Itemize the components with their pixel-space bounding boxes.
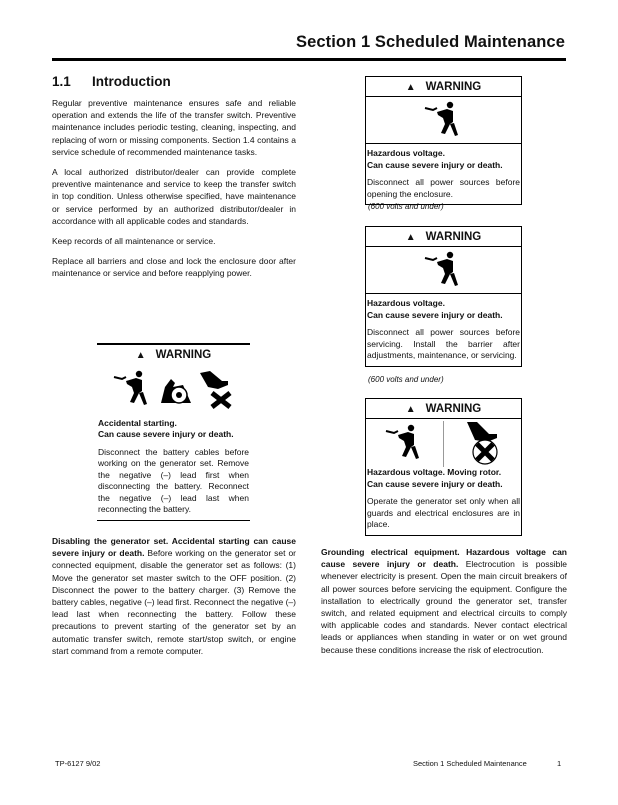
moving-rotor-icon bbox=[198, 369, 236, 409]
warning-pictograms bbox=[97, 364, 250, 414]
intro-paragraph: Replace all barriers and close and lock the enclosure door after maintenance or service and before reapplying power. bbox=[52, 256, 296, 279]
warning-voltage-moving-rotor bbox=[365, 398, 522, 536]
intro-paragraph: Keep records of all maintenance or service. bbox=[52, 236, 216, 247]
grounding-text: Electrocution is possible whenever electricity is present. Open the main circuit breakers of all power sources before servicing the equipment. Configure the installation to electrically ground the generator set, transfer switch, and related equipment and electrical circuits to comply with applicable codes and standards. Never contact electrical leads or appliances when standing in water or on wet ground because these conditions increase the risk of electrocution. bbox=[321, 559, 567, 655]
intro-heading bbox=[52, 74, 171, 89]
warning-triangle-icon: ▲ bbox=[405, 404, 416, 415]
section-title: Section 1 Scheduled Maintenance bbox=[295, 33, 565, 51]
warning-title: ▲ WARNING bbox=[366, 399, 521, 419]
warning-triangle-icon: ▲ bbox=[405, 82, 416, 93]
warning-bottom-rule bbox=[97, 520, 250, 522]
voltage-caption: (600 volts and under) bbox=[368, 375, 444, 384]
intro-number: 1.1 bbox=[52, 74, 71, 89]
warning-hazard-statement: Hazardous voltage. Moving rotor. Can cause severe injury or death. bbox=[367, 467, 503, 489]
intro-paragraph: A local authorized distributor/dealer can provide complete preventive maintenance and service to keep the transfer switch in top condition. Unless otherwise specified, have maintenance or service performed by an authorized distributor/dealer in accordance with all applicable codes and standards. bbox=[52, 167, 296, 226]
grounding-lead: Grounding electrical equipment. Hazardous voltage can cause severe injury or death. bbox=[321, 547, 567, 570]
electrocution-icon bbox=[384, 422, 426, 464]
warning-pictograms bbox=[366, 419, 521, 467]
warning-instruction: Disconnect all power sources before servicing. Install the barrier after adjustments, maintenance, or servicing. bbox=[367, 327, 520, 360]
warning-hazard-statement: Accidental starting. Can cause severe injury or death. bbox=[98, 417, 234, 439]
fan-hand-icon bbox=[157, 369, 195, 409]
warning-accidental-starting bbox=[97, 343, 250, 521]
warning-hazardous-voltage-1 bbox=[365, 76, 522, 205]
warning-instruction: Disconnect all power sources before opening the enclosure. bbox=[367, 177, 520, 199]
warning-triangle-icon: ▲ bbox=[135, 349, 146, 361]
intro-title: Introduction bbox=[92, 74, 171, 89]
warning-triangle-icon: ▲ bbox=[405, 232, 416, 243]
footer-section: Section 1 Scheduled Maintenance bbox=[413, 759, 527, 768]
electrocution-icon bbox=[423, 249, 465, 291]
header-rule bbox=[52, 58, 566, 61]
moving-rotor-icon bbox=[463, 420, 503, 466]
footer-doc-id: TP-6127 9/02 bbox=[55, 759, 101, 768]
grounding-paragraph bbox=[321, 546, 567, 656]
disabling-text: Before working on the generator set or connected equipment, disable the generator set as follows: (1) Move the generator set master switch to the OFF position. (2) Disconnect the power to the battery charger. (3) Remove the battery cables, negative (–) lead first. Reconnect the negative (–) lead last when reconnecting the battery. Follow these precautions to prevent starting of the generator set by an automatic transfer switch, remote start/stop switch, or engine start command from a remote computer. bbox=[52, 548, 296, 656]
disabling-paragraph bbox=[52, 535, 296, 657]
warning-pictogram bbox=[366, 97, 521, 144]
electrocution-icon bbox=[112, 369, 154, 409]
footer-page-number: 1 bbox=[557, 759, 562, 768]
warning-title: ▲ WARNING bbox=[135, 348, 212, 361]
disabling-lead: Disabling the generator set. Accidental starting can cause severe injury or death. bbox=[52, 536, 296, 559]
warning-title: ▲ WARNING bbox=[366, 77, 521, 97]
voltage-caption: (600 volts and under) bbox=[368, 202, 444, 211]
warning-instruction: Disconnect the battery cables before working on the generator set. Remove the negative (–) lead first when disconnecting the battery. Reconnect the negative (–) lead last when reconnecting the battery. bbox=[98, 446, 249, 514]
warning-hazardous-voltage-2 bbox=[365, 226, 522, 367]
warning-hazard-statement: Hazardous voltage. Can cause severe injury or death. bbox=[367, 148, 503, 170]
electrocution-icon bbox=[423, 99, 465, 141]
intro-paragraph: Regular preventive maintenance ensures safe and reliable operation and extends the life of the transfer switch. Preventive maintenance includes periodic testing, cleaning, inspecting, and replacing of worn or missing components. Section 1.4 contains a service schedule of recommended maintenance tasks. bbox=[52, 98, 296, 157]
warning-instruction: Operate the generator set only when all guards and electrical enclosures are in place. bbox=[367, 496, 520, 529]
warning-title: ▲ WARNING bbox=[366, 227, 521, 247]
warning-hazard-statement: Hazardous voltage. Can cause severe injury or death. bbox=[367, 298, 503, 320]
warning-pictogram bbox=[366, 247, 521, 294]
intro-body bbox=[52, 97, 296, 288]
